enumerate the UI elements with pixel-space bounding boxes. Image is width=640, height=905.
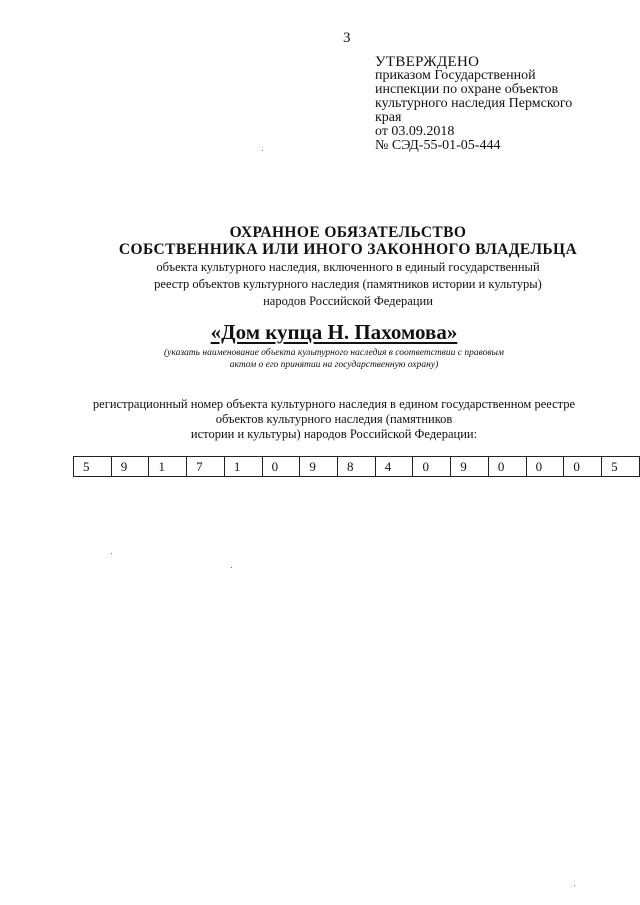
registration-digit-cell: 0: [488, 457, 526, 477]
registration-digit-cell: 1: [149, 457, 187, 477]
document-title: ОХРАННОЕ ОБЯЗАТЕЛЬСТВО: [229, 224, 467, 241]
object-name-text: «Дом купца Н. Пахомова»: [210, 320, 458, 344]
registration-digit-cell: 5: [74, 457, 112, 477]
registration-digit-cell: 0: [564, 457, 602, 477]
registration-digit-cell: 5: [602, 457, 640, 477]
registration-digit-cell: 0: [262, 457, 300, 477]
approval-line: края: [375, 110, 402, 125]
approval-line: инспекции по охране объектов: [375, 82, 559, 97]
registration-number-row: [74, 457, 640, 477]
registration-digit-cell: 8: [338, 457, 376, 477]
object-hint: (указать наименование объекта культурного наследия в соответствии с правовым: [164, 348, 504, 358]
registration-digit-cell: 9: [451, 457, 489, 477]
registration-digit-cell: 4: [375, 457, 413, 477]
scan-speck: [574, 885, 575, 886]
registration-text: регистрационный номер объекта культурного наследия в едином государственном реестре: [92, 397, 576, 411]
registration-digit-cell: 1: [224, 457, 262, 477]
registration-number-table: [73, 456, 640, 477]
approval-line: культурного наследия Пермского: [375, 96, 573, 111]
document-subtitle: СОБСТВЕННИКА ИЛИ ИНОГО ЗАКОННОГО ВЛАДЕЛЬЦА: [118, 241, 578, 258]
registration-text: объектов культурного наследия (памятников: [215, 412, 453, 426]
object-hint: актом о его принятии на государственную охрану): [229, 360, 439, 370]
scan-speck: [231, 567, 232, 568]
approval-date: от 03.09.2018: [375, 124, 455, 139]
approval-line: приказом Государственной: [375, 68, 536, 83]
heading-line: реестр объектов культурного наследия (памятников истории и культуры): [154, 277, 542, 291]
scan-speck: [111, 553, 112, 554]
registration-digit-cell: 9: [300, 457, 338, 477]
registration-digit-cell: 9: [111, 457, 149, 477]
page-number: 3: [343, 30, 351, 46]
heading-line: объекта культурного наследия, включенного в единый государственный: [156, 260, 540, 274]
registration-digit-cell: 7: [187, 457, 225, 477]
object-name: [0, 320, 640, 345]
approval-block: [375, 55, 615, 153]
approval-order-number: № СЭД-55-01-05-444: [375, 138, 501, 153]
registration-text: истории и культуры) народов Российской Федерации:: [190, 427, 478, 441]
heading-line: народов Российской Федерации: [263, 294, 433, 308]
registration-digit-cell: 0: [413, 457, 451, 477]
approval-title: УТВЕРЖДЕНО: [375, 54, 480, 70]
scan-speck: [262, 150, 263, 151]
registration-digit-cell: 0: [526, 457, 564, 477]
